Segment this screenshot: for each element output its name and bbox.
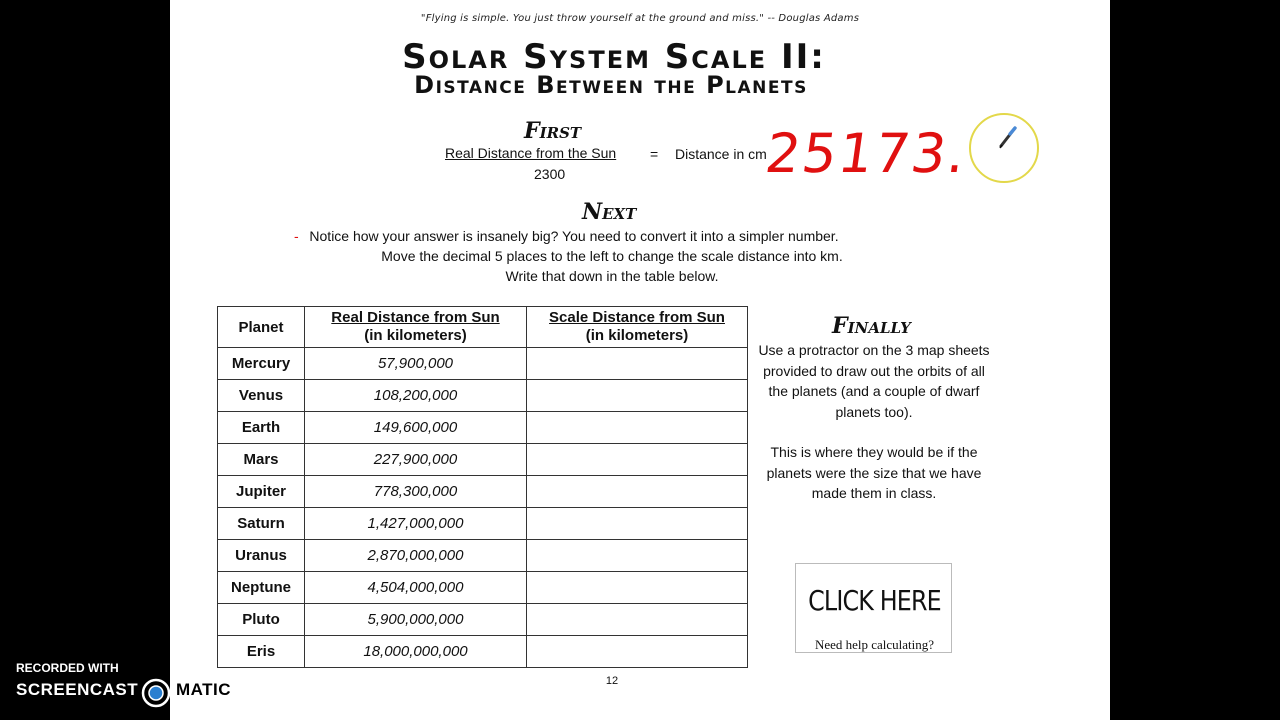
table-row xyxy=(218,636,748,668)
header-scale-sub: (in kilometers) xyxy=(585,327,689,344)
header-real-main: Real Distance from Sun xyxy=(331,309,500,326)
page-title-line1: Solar System Scale II: xyxy=(402,37,826,77)
planet-cell: Pluto xyxy=(218,604,305,636)
watermark-suffix: MATIC xyxy=(176,680,232,699)
screencast-logo-icon xyxy=(141,678,171,708)
planet-cell: Saturn xyxy=(218,508,305,540)
scale-distance-cell[interactable] xyxy=(527,412,748,444)
scale-distance-cell[interactable] xyxy=(527,476,748,508)
help-button-subtitle: Need help calculating? xyxy=(814,637,935,652)
table-row xyxy=(218,348,748,380)
handwritten-answer: 25173. xyxy=(761,122,972,185)
table-row xyxy=(218,476,748,508)
planet-cell: Uranus xyxy=(218,540,305,572)
real-distance-cell: 57,900,000 xyxy=(305,348,527,380)
scale-distance-cell[interactable] xyxy=(527,604,748,636)
table-row xyxy=(218,508,748,540)
annotation-dash: - xyxy=(294,228,299,244)
real-distance-cell: 5,900,000,000 xyxy=(305,604,527,636)
scale-distance-cell[interactable] xyxy=(527,444,748,476)
planet-cell: Jupiter xyxy=(218,476,305,508)
finally-instructions: Use a protractor on the 3 map sheets provided to draw out the orbits of all the planets (and a couple of dwarf planets too). xyxy=(758,342,990,420)
header-scale-main: Scale Distance from Sun xyxy=(549,309,725,326)
scale-distance-cell[interactable] xyxy=(527,572,748,604)
document-page xyxy=(170,0,1110,720)
planet-cell: Mercury xyxy=(218,348,305,380)
table-row xyxy=(218,412,748,444)
formula-denominator: 2300 xyxy=(534,166,566,182)
table-row xyxy=(218,604,748,636)
planet-cell: Earth xyxy=(218,412,305,444)
watermark-recorded-label: RECORDED WITH xyxy=(16,661,119,675)
page-title-line2: Distance Between the Planets xyxy=(414,71,808,99)
page-number: 12 xyxy=(605,675,619,687)
real-distance-cell: 108,200,000 xyxy=(305,380,527,412)
scale-distance-cell[interactable] xyxy=(527,380,748,412)
header-scale-distance xyxy=(527,307,748,348)
header-real-sub: (in kilometers) xyxy=(364,327,467,344)
formula-numerator: Real Distance from the Sun xyxy=(445,145,617,161)
planet-cell: Venus xyxy=(218,380,305,412)
planet-cell: Mars xyxy=(218,444,305,476)
next-instruction-1: Notice how your answer is insanely big? You need to convert it into a simpler number. xyxy=(309,228,839,244)
planet-cell: Neptune xyxy=(218,572,305,604)
header-planet: Planet xyxy=(218,307,305,348)
next-instruction-3: Write that down in the table below. xyxy=(505,268,719,284)
help-calculating-button[interactable] xyxy=(795,563,952,653)
scale-distance-cell[interactable] xyxy=(527,540,748,572)
finally-heading: Finally xyxy=(832,313,911,339)
pen-cursor-icon xyxy=(998,123,1020,149)
header-real-distance xyxy=(305,307,527,348)
real-distance-cell: 4,504,000,000 xyxy=(305,572,527,604)
next-instruction-2: Move the decimal 5 places to the left to change the scale distance into km. xyxy=(381,248,843,264)
next-heading: Next xyxy=(582,199,637,225)
planet-cell: Eris xyxy=(218,636,305,668)
real-distance-cell: 1,427,000,000 xyxy=(305,508,527,540)
table-row xyxy=(218,380,748,412)
formula-equals: = xyxy=(650,146,659,162)
scale-distance-cell[interactable] xyxy=(527,508,748,540)
planet-distance-table xyxy=(217,306,748,668)
table-row xyxy=(218,572,748,604)
real-distance-cell: 227,900,000 xyxy=(305,444,527,476)
table-header-row xyxy=(218,307,748,348)
quote: "Flying is simple. You just throw yourself at the ground and miss." -- Douglas Adams xyxy=(420,13,860,24)
table-row xyxy=(218,540,748,572)
watermark-brand: SCREENCAST xyxy=(16,680,139,699)
real-distance-cell: 2,870,000,000 xyxy=(305,540,527,572)
help-button-title: CLICK HERE xyxy=(808,584,941,617)
table-row xyxy=(218,444,748,476)
formula-result: Distance in cm xyxy=(675,146,767,162)
real-distance-cell: 149,600,000 xyxy=(305,412,527,444)
real-distance-cell: 18,000,000,000 xyxy=(305,636,527,668)
scale-distance-cell[interactable] xyxy=(527,636,748,668)
scale-distance-cell[interactable] xyxy=(527,348,748,380)
finally-note: This is where they would be if the planets were the size that we have made them in class. xyxy=(766,444,982,501)
first-heading: First xyxy=(524,118,582,144)
real-distance-cell: 778,300,000 xyxy=(305,476,527,508)
